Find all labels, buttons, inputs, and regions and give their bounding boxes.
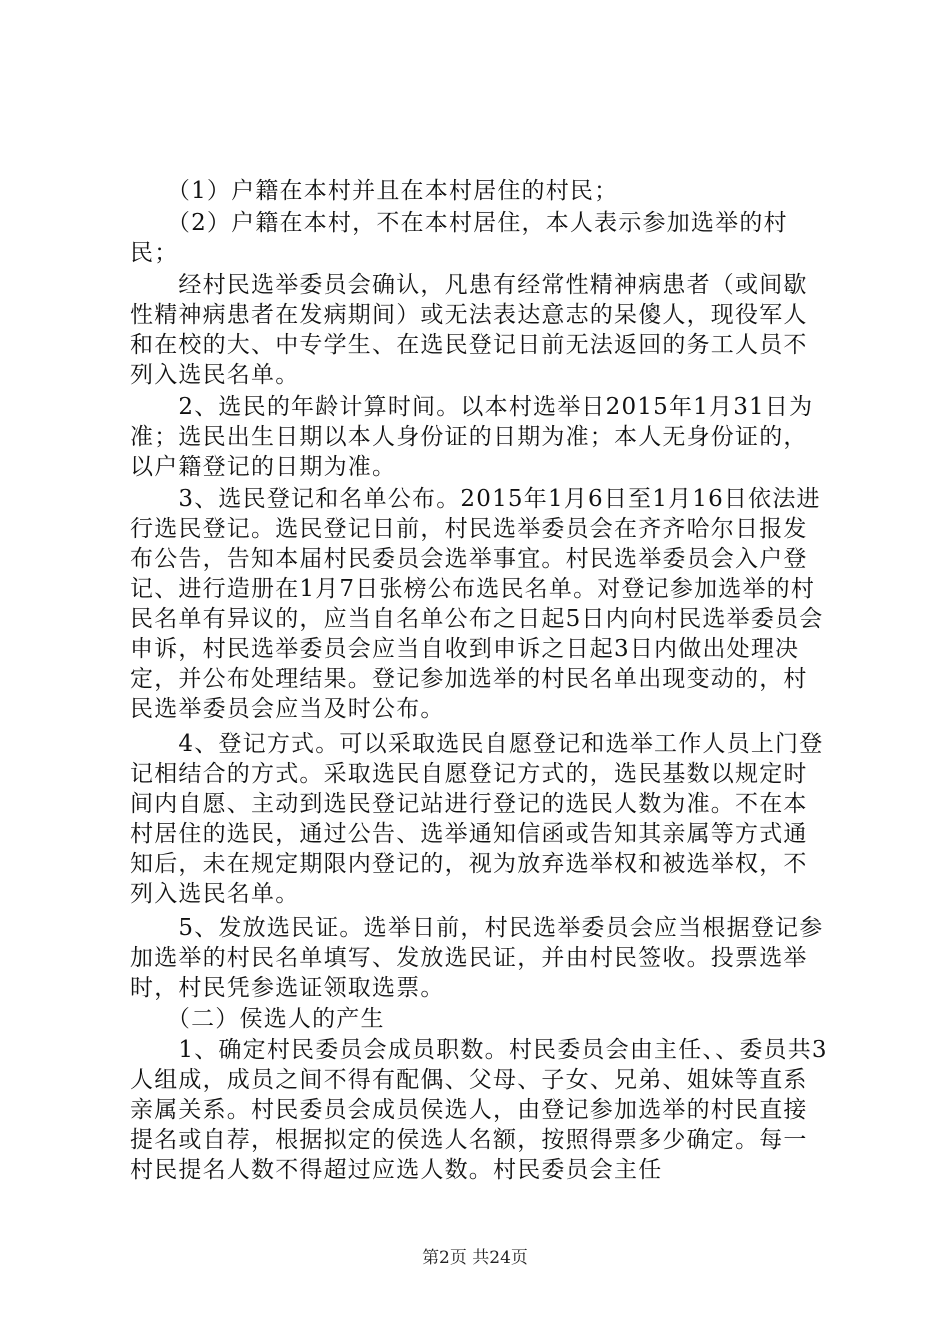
paragraph-7: 5、发放选民证。选举日前，村民选举委员会应当根据登记参加选举的村民名单填写、发放选民证，并由村民签收。投票选举时，村民凭参选证领取选票。 — [130, 915, 824, 1001]
paragraph-1: （1）户籍在本村并且在本村居住的村民； — [130, 178, 619, 204]
paragraph-3: 经村民选举委员会确认，凡患有经常性精神病患者（或间歇性精神病患者在发病期间）或无法表达意志的呆傻人，现役军人和在校的大、中专学生、在选民登记日前无法返回的务工人员不列入选民名单。 — [130, 272, 808, 388]
paragraph-2: （2）户籍在本村，不在本村居住，本人表示参加选举的村民； — [130, 210, 788, 266]
paragraph-6: 4、登记方式。可以采取选民自愿登记和选举工作人员上门登记相结合的方式。采取选民自愿登记方式的，选民基数以规定时间内自愿、主动到选民登记站进行登记的选民人数为准。不在本村居住的选民，通过公告、选举通知信函或告知其亲属等方式通知后，未在规定期限内登记的，视为放弃选举权和被选举权，不列入选民名单。 — [130, 731, 824, 907]
paragraph-4: 2、选民的年龄计算时间。以本村选举日2015年1月31日为准；选民出生日期以本人身份证的日期为准；本人无身份证的，以户籍登记的日期为准。 — [130, 394, 814, 480]
paragraph-5: 3、选民登记和名单公布。2015年1月6日至1月16日依法进行选民登记。选民登记日前，村民选举委员会在齐齐哈尔日报发布公告，告知本届村民委员会选举事宜。村民选举委员会入户登记、进行造册在1月7日张榜公布选民名单。对登记参加选举的村民名单有异议的，应当自名单公布之日起5日内向村民选举委员会申诉，村民选举委员会应当自收到申诉之日起3日内做出处理决定，并公布处理结果。登记参加选举的村民名单出现变动的，村民选举委员会应当及时公布。 — [130, 486, 824, 722]
section-heading: （二）侯选人的产生 — [130, 1006, 385, 1032]
page-footer: 第2页 共24页 — [422, 1248, 528, 1268]
paragraph-8: 1、确定村民委员会成员职数。村民委员会由主任、、委员共3人组成，成员之间不得有配偶、父母、子女、兄弟、姐妹等直系亲属关系。村民委员会成员侯选人，由登记参加选举的村民直接提名或自荐，根据拟定的侯选人名额，按照得票多少确定。每一村民提名人数不得超过应选人数。村民委员会主任 — [130, 1037, 828, 1183]
